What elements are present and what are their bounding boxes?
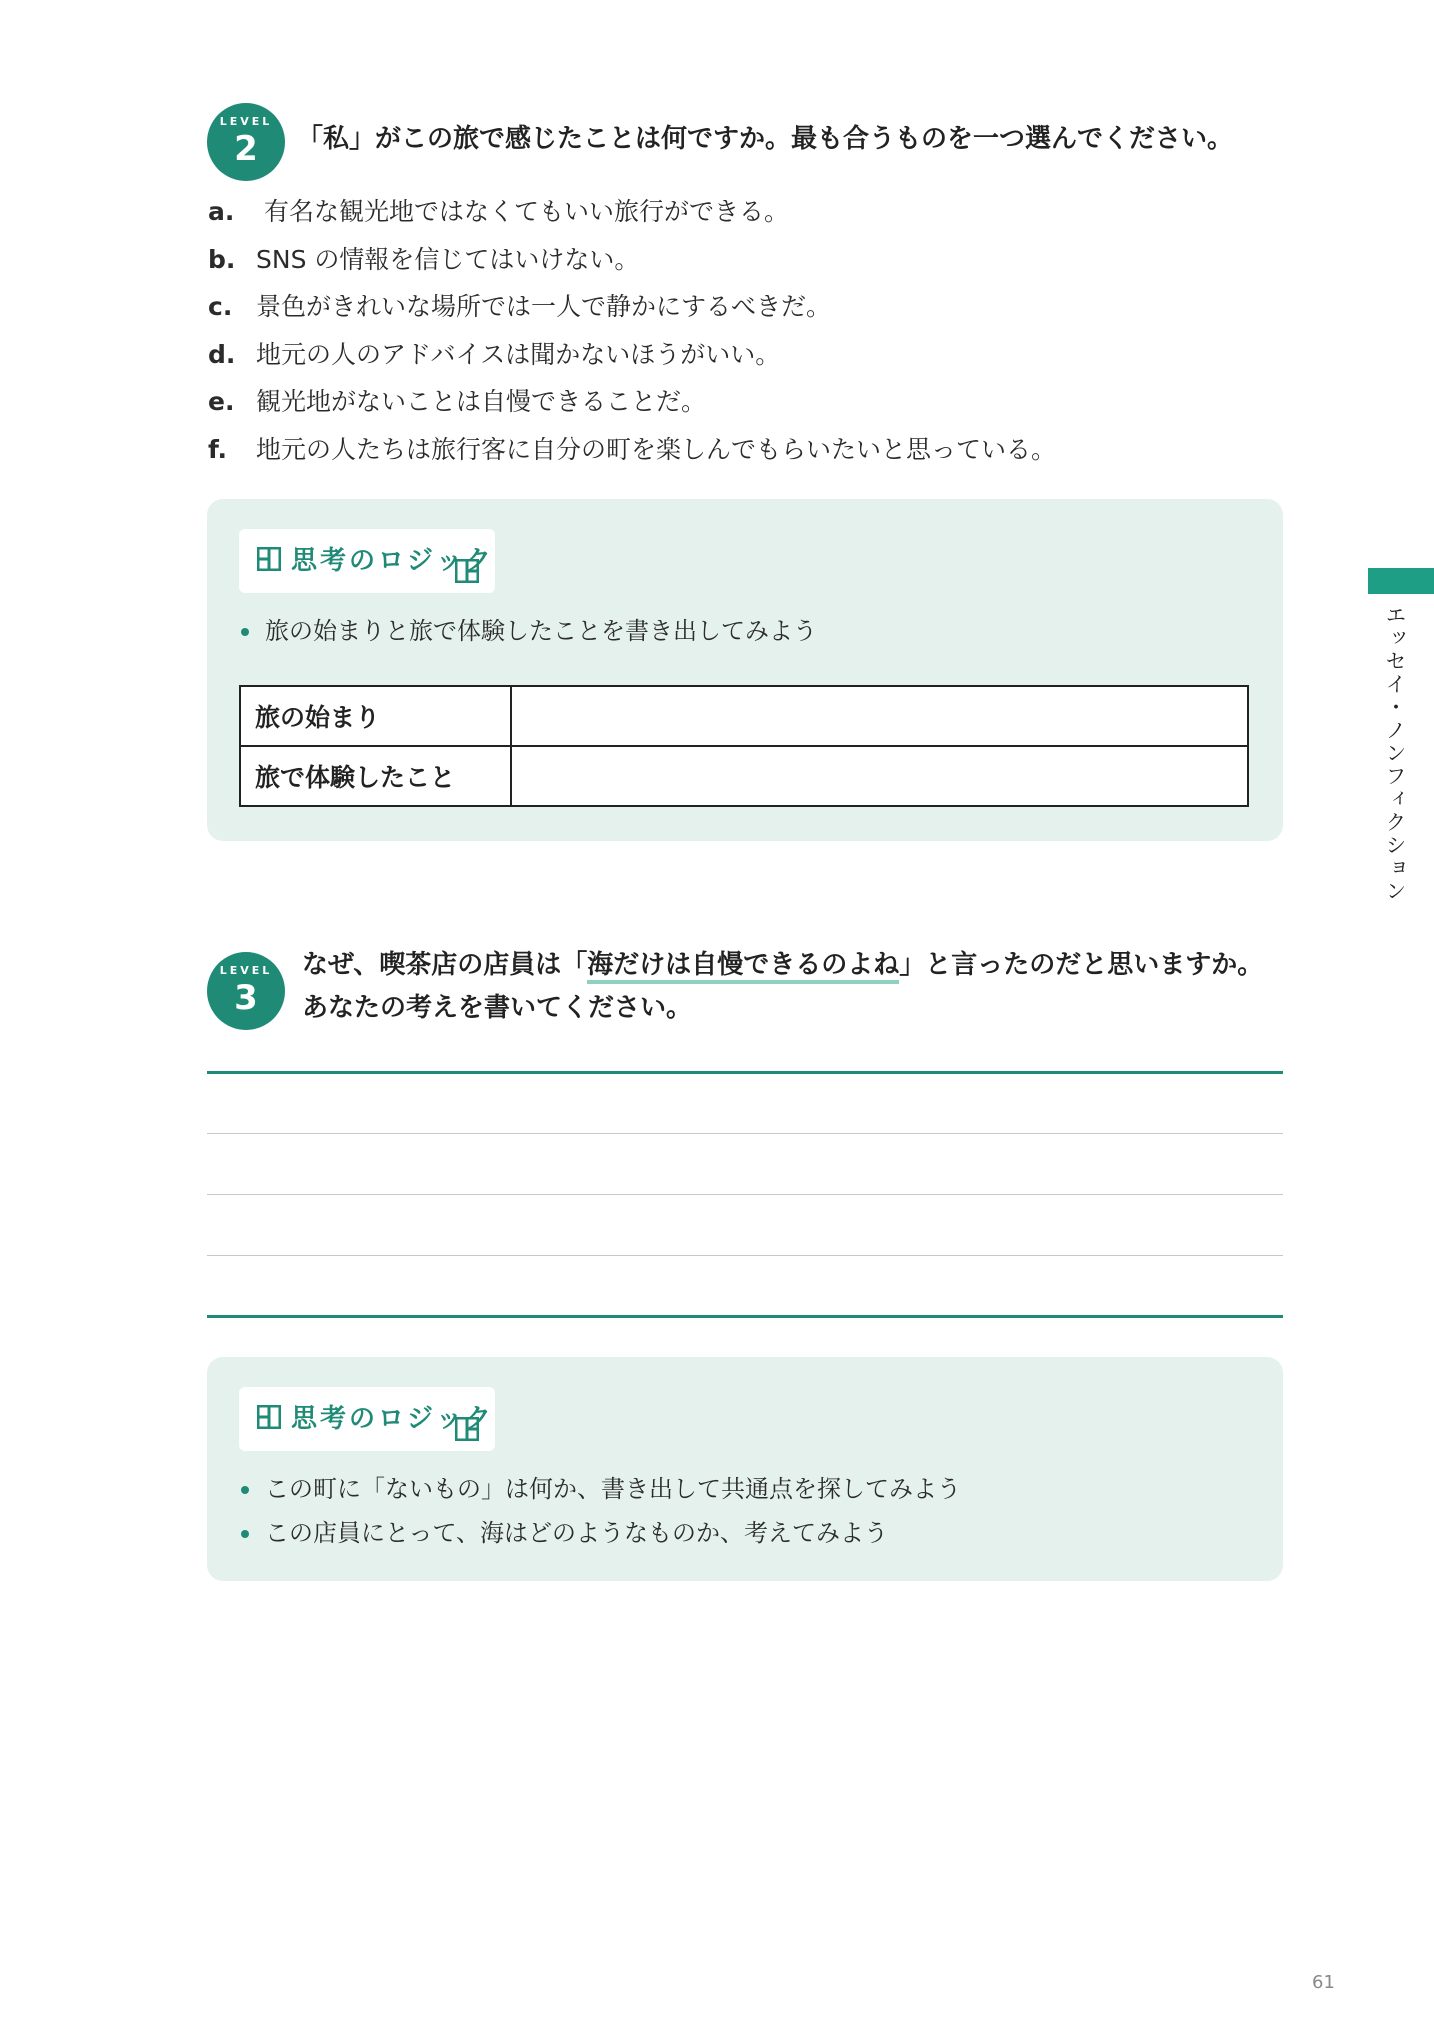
table-label-start: 旅の始まり [240, 686, 511, 746]
level-label: LEVEL [219, 964, 273, 977]
grid-corner-icon [257, 1405, 281, 1429]
level-label: LEVEL [219, 115, 273, 128]
level-3-question [302, 944, 1263, 1030]
option-c[interactable] [208, 283, 1056, 331]
option-text: 地元の人たちは旅行客に自分の町を楽しんでもらいたいと思っている。 [256, 434, 1057, 464]
answer-line[interactable] [207, 1255, 1283, 1256]
table-answer-cell[interactable] [511, 686, 1248, 746]
table-label-experience: 旅で体験したこと [240, 746, 511, 806]
option-letter: f. [208, 434, 228, 464]
logic-bullets [241, 1467, 961, 1555]
answer-options [208, 188, 1056, 473]
level-2-question: 「私」がこの旅で感じたことは何ですか。最も合うものを一つ選んでください。 [297, 124, 1234, 154]
logic-tag-text: 思考のロジック [291, 1404, 495, 1434]
option-f[interactable] [208, 426, 1056, 474]
grid-corner-icon [455, 559, 479, 583]
option-text: 景色がきれいな場所では一人で静かにするべきだ。 [256, 292, 832, 321]
option-text: 有名な観光地ではなくてもいい旅行ができる。 [256, 197, 789, 226]
option-text: 観光地がないことは自慢できることだ。 [256, 387, 707, 416]
worksheet-table [239, 685, 1249, 807]
logic-bullet: この店員にとって、海はどのようなものか、考えてみよう [241, 1511, 961, 1555]
section-tab-marker [1368, 568, 1434, 594]
logic-bullet: この町に「ないもの」は何か、書き出して共通点を探してみよう [241, 1467, 961, 1511]
logic-tag [239, 529, 495, 593]
level-number: 2 [234, 129, 258, 169]
question-text-before: なぜ、喫茶店の店員は「 [302, 950, 588, 980]
logic-box-level-3 [207, 1357, 1283, 1581]
answer-line-bottom [207, 1315, 1283, 1318]
grid-corner-icon [257, 547, 281, 571]
option-a[interactable] [208, 188, 1056, 236]
level-number: 3 [234, 978, 258, 1018]
logic-tag [239, 1387, 495, 1451]
option-b[interactable] [208, 236, 1056, 284]
option-letter: a. [208, 197, 235, 226]
table-row [240, 746, 1248, 806]
logic-bullet: 旅の始まりと旅で体験したことを書き出してみよう [241, 609, 817, 653]
option-e[interactable] [208, 378, 1056, 426]
table-row [240, 686, 1248, 746]
option-d[interactable] [208, 331, 1056, 379]
page-number: 61 [1312, 1972, 1335, 1993]
level-2-badge [207, 103, 285, 181]
table-answer-cell[interactable] [511, 746, 1248, 806]
logic-box-level-2 [207, 499, 1283, 841]
logic-tag-text: 思考のロジック [291, 546, 495, 576]
option-text: SNS の情報を信じてはいけない。 [256, 244, 640, 274]
section-label: エッセイ・ノンフィクション [1383, 604, 1407, 903]
answer-line[interactable] [207, 1194, 1283, 1195]
grid-corner-icon [455, 1417, 479, 1441]
highlighted-quote: 海だけは自慢できるのよね [587, 950, 899, 984]
option-letter: d. [208, 339, 236, 369]
option-letter: b. [208, 244, 236, 274]
option-letter: e. [208, 387, 235, 416]
answer-line-top [207, 1071, 1283, 1074]
option-text: 地元の人のアドバイスは聞かないほうがいい。 [256, 339, 781, 369]
level-3-badge [207, 952, 285, 1030]
option-letter: c. [208, 292, 233, 321]
answer-line[interactable] [207, 1133, 1283, 1134]
question-text-after: 」と言ったのだと思いますか。 [899, 950, 1264, 980]
logic-bullets [241, 609, 817, 653]
question-line-2: あなたの考えを書いてください。 [302, 993, 693, 1023]
